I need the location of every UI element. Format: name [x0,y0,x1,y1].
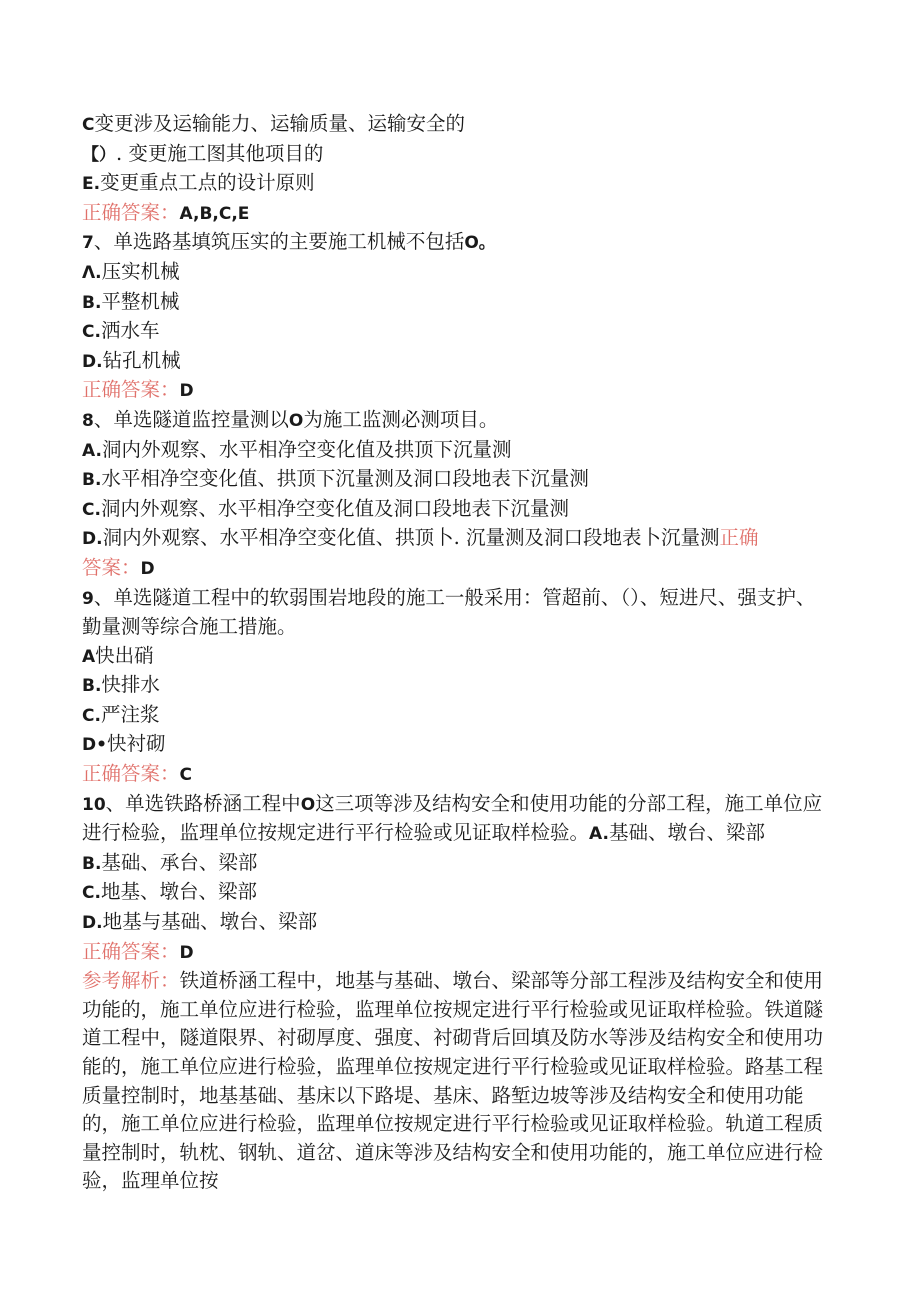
option-letter: C. [82,499,101,520]
option-letter: C [82,115,95,135]
option-letter: C. [82,322,101,343]
option-letter: A [82,646,96,667]
option-text: 基础、承台、梁部 [101,850,258,874]
answer-label: 正确答案： [82,939,180,963]
question-number: 9 [82,588,94,609]
q8-option-a [82,436,834,466]
option-text: 快排水 [101,673,160,697]
question-7 [82,228,834,258]
q10-analysis [82,967,834,1196]
q9-option-d [82,730,834,760]
option-text: 洞内外观察、水平相净空变化值及拱顶下沉量测 [101,437,512,461]
answer-label: 正确答案： [82,200,180,224]
question-text: 、单选铁路桥涵工程中 [105,791,301,815]
option-text: 洞内外观察、水平相净空变化值及洞口段地表下沉量测 [100,496,569,520]
prev-option-e [82,169,834,199]
option-letter: 【） [82,144,116,165]
q9-answer [82,760,834,790]
option-text: 平整机械 [101,289,180,313]
option-letter: D• [82,735,107,756]
q7-option-c [82,317,834,347]
answer-label: 正确 [719,526,759,550]
question-number: 7 [82,233,94,254]
answer-value: C [179,765,192,786]
document-page [82,110,834,1196]
q9-option-c [82,701,834,731]
option-text: 水平相净空变化值、拱顶下沉量测及洞口段地表下沉量测 [101,467,589,491]
question-number: 10 [82,794,106,815]
question-tail: O。 [464,233,496,254]
option-letter: C. [82,883,101,904]
option-text: 变更重点工点的设计原则 [100,171,315,195]
option-text: 钻孔机械 [102,348,181,372]
question-10 [82,790,834,849]
q8-option-b [82,465,834,495]
q7-option-a [82,258,834,288]
option-letter: A. [82,440,102,461]
option-text: 洒水车 [100,319,160,343]
option-letter: B. [82,470,102,491]
q9-option-a [82,642,834,672]
option-letter: C. [82,705,101,726]
option-letter: B. [82,292,102,313]
option-text: 压实机械 [101,259,180,283]
option-text: . 变更施工图其他项目的 [116,141,324,165]
prev-option-d [82,140,834,170]
option-letter: Λ. [82,262,102,283]
q10-option-b [82,849,834,879]
option-letter: E. [82,174,101,195]
q8-option-c [82,495,834,525]
answer-label-cont: 答案： [82,555,141,579]
option-text: 地基与基础、墩台、梁部 [102,910,318,934]
option-text: 严注浆 [100,702,160,726]
q9-option-b [82,671,834,701]
question-mark: O [300,794,316,815]
question-number: 8 [82,410,94,431]
q7-option-b [82,288,834,318]
option-text: 快衬砌 [106,732,166,756]
q10-answer [82,938,834,968]
q10-option-d [82,908,834,938]
answer-value: D [179,942,194,963]
question-mark: O [288,410,304,431]
question-8 [82,406,834,436]
answer-label: 正确答案： [82,762,180,786]
q7-option-d [82,347,834,377]
option-text: 快出硝 [95,643,154,667]
question-9 [82,584,834,642]
prev-answer [82,199,834,229]
q8-answer [82,554,834,584]
question-text-cont: 这三项等涉及结构安全和使用功能的分部工程，施工单位应进行检验，监理单位按规定进行平行检验或见证取样检验。 [82,791,823,845]
question-text: 、单选隧道监控量测以 [93,407,289,431]
answer-value: D [179,381,194,402]
option-letter: D. [82,351,103,372]
q7-answer [82,376,834,406]
question-text-cont: 为施工监测必测项目。 [303,407,499,431]
option-letter: D. [82,529,103,550]
q8-option-d [82,524,834,554]
option-text: 基础、墩台、梁部 [608,821,765,845]
option-text: 地基、墩台、梁部 [100,880,257,904]
option-letter: A. [589,824,609,845]
prev-option-c [82,110,834,140]
answer-label: 正确答案： [82,378,180,402]
answer-value: A,B,C,E [179,203,250,224]
analysis-text: 铁道桥涵工程中，地基与基础、墩台、梁部等分部工程涉及结构安全和使用功能的，施工单位应进行检验，监理单位按规定进行平行检验或见证取样检验。铁道隧道工程中，隧道限界、衬砌厚度、强度、衬砌背后回填及防水等涉及结构安全和使用功能的，施工单位应进行检验，监理单位按规定进行平行检验或见证取样检验。路基工程质量控制时，地基基础、基床以下路堤、基床、路堑边坡等涉及结构安全和使用功能的，施工单位应进行检验，监理单位按规定进行平行检验或见证取样检验。轨道工程质量控制时，轨枕、钢轨、道岔、道床等涉及结构安全和使用功能的，施工单位应进行检验，监理单位按 [82,969,824,1193]
q10-option-c [82,878,834,908]
option-letter: B. [82,853,102,874]
option-text: 洞内外观察、水平相净空变化值、拱顶卜. 沉量测及洞口段地表卜沉量测 [102,526,720,550]
question-text: 、单选路基填筑压实的主要施工机械不包括 [93,230,465,254]
analysis-label: 参考解析： [82,969,180,993]
answer-value: D [140,558,155,579]
question-text: 、单选隧道工程中的软弱围岩地段的施工一般采用：管超前、（）、短进尺、强支护、勤量测等综合施工措施。 [82,585,816,639]
option-letter: B. [82,676,102,697]
option-text: 变更涉及运输能力、运输质量、运输安全的 [94,112,465,135]
option-letter: D. [82,913,103,934]
